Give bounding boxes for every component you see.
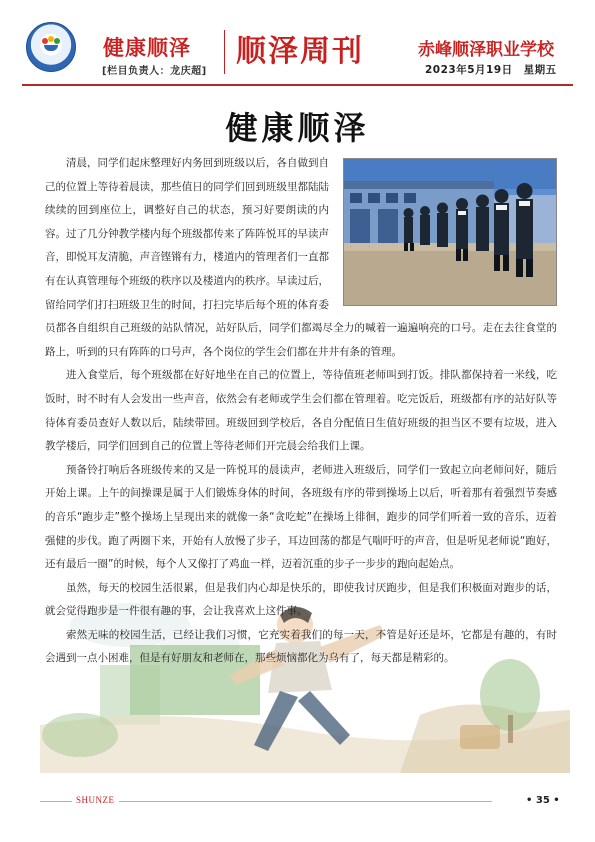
students-marching-photo xyxy=(343,158,557,306)
paragraph: 预备铃打响后各班级传来的又是一阵悦耳的晨读声，老师进入班级后，同学们一致起立向老师问好，随后开始上课。上午的间操课是属于人们锻炼身体的时间，各班级有序的带到操场上以后，听着那有着强烈节奏感的音乐“跑步走”整个操场上呈现出来的就像一条“贪吃蛇”在操场上徘徊，跑步的同学们听着一致的音乐，迈着强健的步伐。跑了两圈下来，开始有人放慢了步子，耳边回荡的都是气喘吁吁的声音，但是听见老师说“跑好，还有最后一圈”的时候，每个人又像打了鸡血一样，迈着沉重的步子一步步的跑向起始点。 xyxy=(45,463,557,571)
column-title: 健康顺泽 xyxy=(103,36,191,60)
paragraph: 清晨，同学们起床整理好内务回到班级以后，各自做到自己的位置上等待着晨读，那些值日的同学们回到班级里都陆陆续续的回到座位上，调整好自己的状态，预习好要朗读的内容。过了几分钟教学楼内每个班级都传来了阵阵悦耳的早读声音，即悦耳友清脆，声音铿锵有力，楼道内的管理者们一直都有在认真管理每个班级的秩序以及楼道内的秩序。早读过后，留给同学们打扫班级卫生的时间，打扫完毕后每个班的体育委员都各自组织自己班级的站队情况，站好队后，同学们都竭尽全力的喊着一遍遍响亮的口号。走在去往食堂的路上，听到的只有阵阵的口号声，各个岗位的学生会们都在井井有条的管理。 xyxy=(45,157,557,358)
school-name: 赤峰顺泽职业学校 xyxy=(418,40,554,60)
masthead xyxy=(0,0,595,92)
publication-name: 顺泽周刊 xyxy=(236,34,364,69)
paragraph: 虽然，每天的校园生活很累，但是我们内心却是快乐的，即使我讨厌跑步，但是我们积极面对跑步的话，就会觉得跑步是一件很有趣的事，会让我喜欢上这件事。 xyxy=(45,581,557,618)
issue-date: 2023年5月19日 星期五 xyxy=(425,64,557,76)
article-body xyxy=(45,152,557,671)
logo-figure-icon xyxy=(42,36,60,52)
footer-brand: SHUNZE xyxy=(72,795,119,805)
school-logo-icon xyxy=(26,22,76,72)
header-rule xyxy=(22,84,573,86)
header-divider xyxy=(224,30,225,74)
paragraph: 进入食堂后，每个班级都在好好地坐在自己的位置上，等待值班老师叫到打饭。排队都保持着一米线，吃饭时，时不时有人会发出一些声音，依然会有老师或学生会们都在管理着。吃完饭后，班级都有序的站好队等待体育委员查好人数以后，陆续带回。班级回到学校后，各自分配值日生值好班级的担当区不要有垃圾，进入教学楼后，同学们回到自己的位置上等待老师们开完晨会给我们上课。 xyxy=(45,369,557,453)
paragraph: 索然无味的校园生活，已经让我们习惯，它充实着我们的每一天，不管是好还是坏，它都是有趣的，有时会遇到一点小困难，但是有好朋友和老师在，那些烦恼都化为乌有了，每天都是精彩的。 xyxy=(45,628,557,665)
page-number: • 35 • xyxy=(526,795,560,806)
column-editor: [栏目负责人：龙庆超] xyxy=(102,66,207,77)
article-title: 健康顺泽 xyxy=(225,109,370,147)
